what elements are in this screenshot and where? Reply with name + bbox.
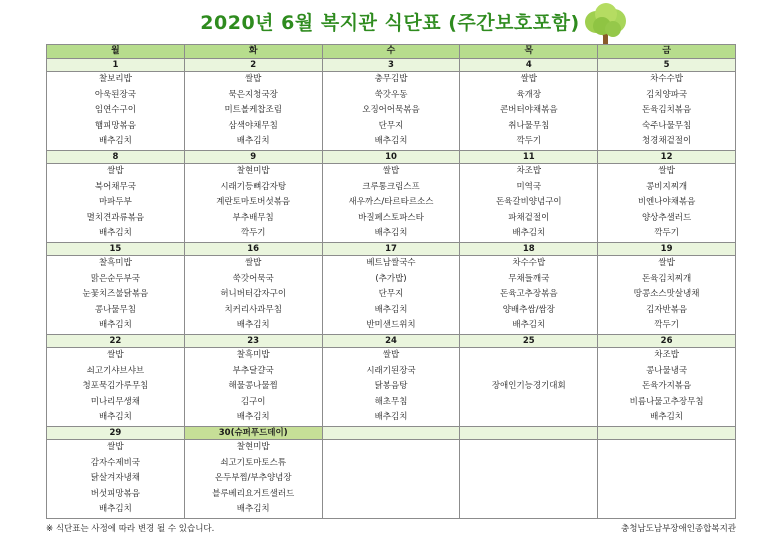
event-cell bbox=[460, 348, 598, 427]
date-cell: 9 bbox=[184, 151, 322, 164]
meal-cell bbox=[460, 256, 598, 335]
menu-item: 배추김치 bbox=[374, 412, 408, 423]
menu-item: 닭봉음탕 bbox=[374, 381, 408, 392]
menu-item: 해초무침 bbox=[374, 396, 408, 407]
menu-item: 온두부찜/부추양념장 bbox=[214, 473, 292, 484]
date-cell: 4 bbox=[460, 59, 598, 72]
date-cell: 29 bbox=[47, 427, 185, 440]
menu-item: 계란토마토버섯볶음 bbox=[216, 197, 291, 208]
meal-cell bbox=[598, 164, 736, 243]
menu-item: 묵은지청국장 bbox=[228, 89, 278, 100]
meal-cell bbox=[47, 256, 185, 335]
menu-item: 깍두기 bbox=[240, 228, 266, 239]
menu-item: 블루베리요거트샐러드 bbox=[212, 488, 295, 499]
menu-item: 땅콩소스맛살냉채 bbox=[633, 289, 700, 300]
menu-item: 찰보리밥 bbox=[98, 74, 132, 84]
menu-item: 돈육고추장볶음 bbox=[500, 289, 558, 300]
menu-item: 돈육가지볶음 bbox=[641, 381, 692, 392]
menu-item: 무채들깨국 bbox=[508, 273, 550, 284]
weekday-header-row bbox=[47, 45, 736, 59]
meal-cell bbox=[322, 72, 460, 151]
menu-item: 아욱된장국 bbox=[94, 89, 136, 100]
menu-item: 비엔나야채볶음 bbox=[637, 197, 696, 208]
menu-item: 미트볼케찹조림 bbox=[224, 105, 282, 116]
menu-item: 쌀밥 bbox=[520, 74, 537, 84]
menu-item: 차조밥 bbox=[516, 166, 542, 176]
date-cell: 5 bbox=[598, 59, 736, 72]
meal-cell bbox=[598, 348, 736, 427]
menu-item: 쌀밥 bbox=[244, 258, 262, 268]
menu-item: 충무김밥 bbox=[374, 74, 408, 84]
meal-cell bbox=[460, 164, 598, 243]
menu-item: 쌀밥 bbox=[107, 442, 124, 452]
menu-item: 미나리무생채 bbox=[90, 396, 141, 407]
menu-item: 부추달걀국 bbox=[232, 365, 274, 376]
menu-item: 북어채무국 bbox=[94, 181, 136, 192]
menu-item: 배추김치 bbox=[236, 320, 270, 331]
menu-item: 청포묵김가루무침 bbox=[82, 381, 149, 392]
menu-item: 차수수밥 bbox=[650, 74, 684, 84]
menu-item: 배추김치 bbox=[236, 412, 270, 423]
menu-item: 차수수밥 bbox=[512, 258, 546, 268]
meal-row bbox=[47, 72, 736, 151]
meal-cell bbox=[598, 256, 736, 335]
menu-item: 단무지 bbox=[378, 289, 404, 300]
meal-cell bbox=[598, 440, 736, 519]
menu-item: 배추김치 bbox=[374, 136, 408, 147]
date-cell: 10 bbox=[322, 151, 460, 164]
menu-item: 찰흑미밥 bbox=[236, 350, 270, 360]
menu-item: 찰흑미밥 bbox=[98, 258, 132, 268]
menu-item: 쑥갓어묵국 bbox=[232, 273, 274, 284]
menu-item: 배추김치 bbox=[374, 228, 408, 239]
menu-item: 김구이 bbox=[240, 396, 266, 407]
meal-cell bbox=[184, 256, 322, 335]
menu-item: 배추김치 bbox=[512, 320, 546, 331]
meal-cell bbox=[322, 164, 460, 243]
menu-item: 베트남쌀국수 bbox=[366, 258, 416, 268]
meal-cell bbox=[184, 348, 322, 427]
menu-item: 김치양파국 bbox=[646, 89, 688, 100]
date-cell bbox=[322, 427, 460, 440]
menu-item: 배추김치 bbox=[512, 228, 546, 239]
menu-item: 감자수제비국 bbox=[90, 457, 141, 468]
menu-item: 오징어어묵볶음 bbox=[362, 105, 420, 116]
meal-cell bbox=[460, 440, 598, 519]
meal-cell bbox=[598, 72, 736, 151]
date-cell: 23 bbox=[184, 335, 322, 348]
date-cell: 1 bbox=[47, 59, 185, 72]
weekday-header: 화 bbox=[184, 45, 322, 59]
menu-item: 시래기등뼈감자탕 bbox=[220, 181, 287, 192]
date-cell: 2 bbox=[184, 59, 322, 72]
menu-item: 미역국 bbox=[516, 181, 542, 192]
menu-item: 배추김치 bbox=[98, 504, 132, 515]
date-cell: 8 bbox=[47, 151, 185, 164]
menu-item: 돈육김치찌개 bbox=[641, 273, 692, 284]
date-row bbox=[47, 59, 736, 72]
meal-row bbox=[47, 348, 736, 427]
menu-item: 깍두기 bbox=[654, 228, 679, 239]
menu-item: 시래기된장국 bbox=[366, 365, 416, 376]
meal-cell bbox=[47, 164, 185, 243]
menu-item: 크루통크림스프 bbox=[362, 181, 420, 192]
menu-item: 닭살겨자냉채 bbox=[90, 473, 141, 484]
menu-item: 허니버터감자구이 bbox=[220, 289, 287, 300]
date-cell: 25 bbox=[460, 335, 598, 348]
menu-item: 돈육갈비양념구이 bbox=[495, 197, 562, 208]
menu-item: 양배추쌈/쌈장 bbox=[502, 304, 555, 315]
menu-item: 쌀밥 bbox=[107, 166, 124, 176]
menu-item: 김자반볶음 bbox=[646, 304, 688, 315]
menu-item: 임연수구이 bbox=[94, 105, 136, 116]
menu-item: 콩비지찌개 bbox=[646, 181, 688, 192]
date-cell: 11 bbox=[460, 151, 598, 164]
date-cell bbox=[598, 427, 736, 440]
menu-item: 배추김치 bbox=[98, 228, 132, 239]
menu-item: 돈육김치볶음 bbox=[641, 105, 692, 116]
date-cell: 19 bbox=[598, 243, 736, 256]
footer-note: ※ 식단표는 사정에 따라 변경 될 수 있습니다. bbox=[46, 524, 215, 534]
date-row bbox=[47, 335, 736, 348]
menu-item: 쌀밥 bbox=[382, 166, 400, 176]
menu-item: 맑은순두부국 bbox=[90, 273, 141, 284]
menu-item: 치커리사과무침 bbox=[224, 304, 282, 315]
menu-item: (추가밥) bbox=[375, 273, 407, 284]
meal-row bbox=[47, 256, 736, 335]
menu-item: 깍두기 bbox=[516, 136, 542, 147]
menu-item: 눈꽃치즈불닭볶음 bbox=[82, 289, 149, 300]
meal-row bbox=[47, 440, 736, 519]
menu-item: 쌀밥 bbox=[244, 74, 262, 84]
menu-item: 콩나물냉국 bbox=[646, 365, 688, 376]
menu-item: 배추김치 bbox=[650, 412, 684, 423]
menu-item: 단무지 bbox=[378, 120, 404, 131]
menu-table bbox=[46, 44, 736, 519]
menu-item: 콘버터야채볶음 bbox=[500, 105, 558, 116]
meal-cell bbox=[322, 348, 460, 427]
menu-item: 반미샌드위치 bbox=[366, 320, 416, 331]
weekday-header: 목 bbox=[460, 45, 598, 59]
menu-item: 새우까스/타르타르소스 bbox=[348, 197, 434, 208]
date-cell: 18 bbox=[460, 243, 598, 256]
meal-cell bbox=[47, 348, 185, 427]
meal-cell bbox=[322, 256, 460, 335]
menu-item: 바질페스토파스타 bbox=[358, 212, 424, 223]
weekday-header: 금 bbox=[598, 45, 736, 59]
meal-cell bbox=[47, 72, 185, 151]
menu-item: 숙주나물무침 bbox=[641, 120, 692, 131]
menu-item: 육개장 bbox=[516, 89, 542, 100]
menu-item: 양상추샐러드 bbox=[641, 212, 692, 223]
menu-item: 쇠고기샤브샤브 bbox=[86, 365, 145, 376]
meal-cell bbox=[322, 440, 460, 519]
menu-item: 쌀밥 bbox=[382, 350, 400, 360]
menu-item: 쇠고기토마토스튜 bbox=[220, 457, 287, 468]
menu-body bbox=[47, 59, 736, 519]
date-cell bbox=[460, 427, 598, 440]
menu-item: 쌀밥 bbox=[658, 166, 675, 176]
meal-cell bbox=[460, 72, 598, 151]
menu-item: 버섯피망볶음 bbox=[90, 488, 141, 499]
date-cell: 24 bbox=[322, 335, 460, 348]
menu-item: 파채겉절이 bbox=[508, 212, 550, 223]
menu-item: 쑥갓우동 bbox=[374, 89, 408, 100]
weekday-header: 월 bbox=[47, 45, 185, 59]
date-row bbox=[47, 151, 736, 164]
menu-item: 콩나물무침 bbox=[94, 304, 136, 315]
menu-item: 배추김치 bbox=[98, 136, 132, 147]
menu-item: 멸치견과류볶음 bbox=[86, 212, 145, 223]
meal-cell bbox=[184, 440, 322, 519]
menu-item: 쌀밥 bbox=[107, 350, 124, 360]
menu-item: 마파두부 bbox=[98, 197, 132, 208]
menu-item: 해물콩나물찜 bbox=[228, 381, 278, 392]
menu-item: 취나물무침 bbox=[508, 120, 550, 131]
meal-cell bbox=[47, 440, 185, 519]
meal-cell bbox=[184, 164, 322, 243]
menu-item: 부추배무침 bbox=[232, 212, 274, 223]
menu-item: 쌀밥 bbox=[658, 258, 675, 268]
menu-item: 햄피망볶음 bbox=[94, 120, 136, 131]
menu-item: 차조밥 bbox=[654, 350, 679, 360]
date-cell: 15 bbox=[47, 243, 185, 256]
date-cell: 30(슈퍼푸드데이) bbox=[184, 427, 322, 440]
menu-item: 배추김치 bbox=[98, 412, 132, 423]
tree-icon bbox=[580, 2, 632, 50]
date-cell: 12 bbox=[598, 151, 736, 164]
menu-item: 깍두기 bbox=[654, 320, 679, 331]
menu-item: 비름나물고추장무침 bbox=[629, 396, 704, 407]
weekday-header: 수 bbox=[322, 45, 460, 59]
page-title: 2020년 6월 복지관 식단표 (주간보호포함) bbox=[200, 12, 580, 34]
menu-item: 배추김치 bbox=[236, 504, 270, 515]
date-cell: 16 bbox=[184, 243, 322, 256]
menu-item: 배추김치 bbox=[236, 136, 270, 147]
menu-item: 찰현미밥 bbox=[236, 166, 270, 176]
date-cell: 17 bbox=[322, 243, 460, 256]
menu-item: 찰현미밥 bbox=[236, 442, 270, 452]
date-cell: 22 bbox=[47, 335, 185, 348]
footer-organization: 충청남도남부장애인종합복지관 bbox=[621, 524, 736, 534]
date-cell: 3 bbox=[322, 59, 460, 72]
date-row bbox=[47, 427, 736, 440]
date-row bbox=[47, 243, 736, 256]
date-cell: 26 bbox=[598, 335, 736, 348]
event-label: 장애인기능경기대회 bbox=[491, 381, 566, 392]
meal-row bbox=[47, 164, 736, 243]
menu-item: 배추김치 bbox=[98, 320, 132, 331]
menu-item: 삼색야채무침 bbox=[228, 120, 278, 131]
menu-item: 청경채겉절이 bbox=[641, 136, 692, 147]
menu-item: 배추김치 bbox=[374, 304, 408, 315]
meal-cell bbox=[184, 72, 322, 151]
